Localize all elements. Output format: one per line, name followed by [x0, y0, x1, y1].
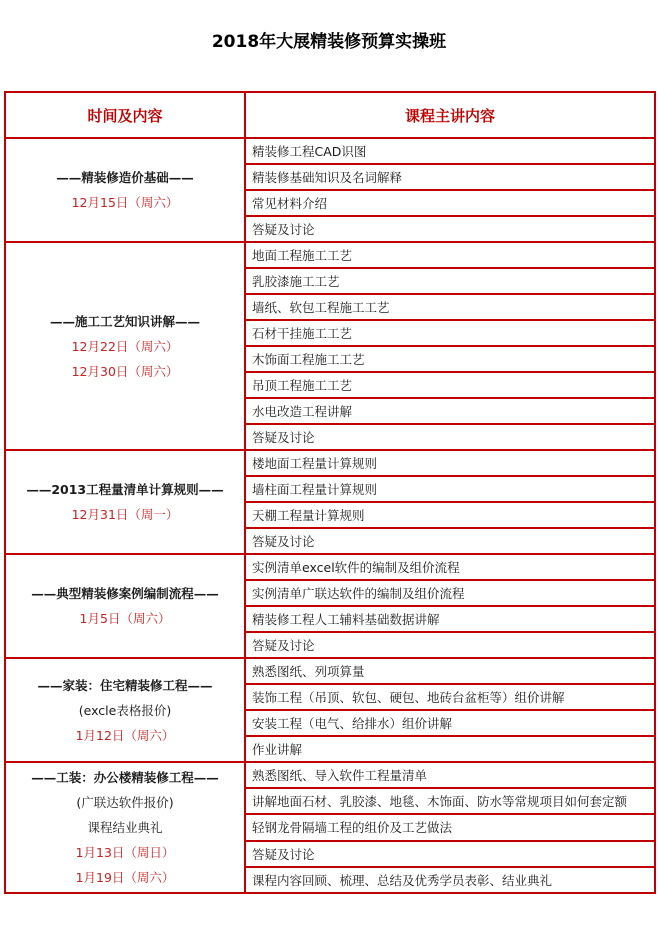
course-item: 答疑及讨论: [245, 528, 655, 554]
course-item: 石材干挂施工工艺: [245, 320, 655, 346]
section-date: 1月12日（周六）: [75, 727, 175, 743]
course-item: 轻钢龙骨隔墙工程的组价及工艺做法: [245, 814, 655, 840]
course-item: 地面工程施工工艺: [245, 242, 655, 268]
section-title-line: ——施工工艺知识讲解——: [49, 313, 200, 329]
section-date: 1月13日（周日）: [75, 845, 175, 860]
section-info-cell: [5, 554, 245, 658]
table-body: [5, 138, 655, 893]
section-title-line: ——精装修造价基础——: [56, 170, 194, 185]
section-date: 1月19日（周六）: [75, 870, 175, 885]
course-item: 墙纸、软包工程施工工艺: [245, 294, 655, 320]
course-item: 答疑及讨论: [245, 632, 655, 658]
course-item: 精装修基础知识及名词解释: [245, 164, 655, 190]
section-title-line: ——典型精装修案例编制流程——: [31, 586, 219, 601]
section-info-cell: [5, 138, 245, 242]
course-item: 答疑及讨论: [245, 216, 655, 242]
section-info-cell: [5, 658, 245, 762]
section-title-line: ——家装：住宅精装修工程——: [37, 677, 213, 693]
course-item: 安装工程（电气、给排水）组价讲解: [245, 710, 655, 736]
schedule-table: [4, 91, 656, 894]
course-item: 精装修工程人工辅料基础数据讲解: [245, 606, 655, 632]
section-date: 12月15日（周六）: [71, 195, 179, 210]
course-item: 墙柱面工程量计算规则: [245, 476, 655, 502]
section-date: 12月30日（周六）: [71, 363, 179, 379]
course-item: 实例清单excel软件的编制及组价流程: [245, 554, 655, 580]
section-title-line: 课程结业典礼: [87, 820, 163, 835]
section-date: 12月31日（周一）: [71, 507, 179, 522]
course-row: [5, 658, 655, 684]
course-item: 课程内容回顾、梳理、总结及优秀学员表彰、结业典礼: [245, 867, 655, 893]
section-info-cell: [5, 450, 245, 554]
course-item: 乳胶漆施工工艺: [245, 268, 655, 294]
course-item: 装饰工程（吊顶、软包、硬包、地砖台盆柜等）组价讲解: [245, 684, 655, 710]
section-date: 1月5日（周六）: [79, 611, 171, 626]
course-item: 精装修工程CAD识图: [245, 138, 655, 164]
course-row: [5, 554, 655, 580]
course-item: 吊顶工程施工工艺: [245, 372, 655, 398]
section-info-cell: [5, 762, 245, 893]
section-date: 12月22日（周六）: [71, 338, 179, 354]
course-row: [5, 242, 655, 268]
section-title-line: (广联达软件报价): [76, 795, 174, 810]
course-item: 讲解地面石材、乳胶漆、地毯、木饰面、防水等常规项目如何套定额: [245, 788, 655, 814]
course-row: [5, 138, 655, 164]
section-title-line: ——2013工程量清单计算规则——: [26, 482, 224, 497]
section-title-line: ——工装：办公楼精装修工程——: [31, 770, 219, 785]
course-item: 熟悉图纸、导入软件工程量清单: [245, 762, 655, 788]
course-item: 熟悉图纸、列项算量: [245, 658, 655, 684]
course-item: 楼地面工程量计算规则: [245, 450, 655, 476]
section-title-line: (excle表格报价): [78, 702, 172, 718]
column-header-topics: 课程主讲内容: [245, 92, 655, 138]
course-item: 天棚工程量计算规则: [245, 502, 655, 528]
course-row: [5, 762, 655, 788]
course-item: 答疑及讨论: [245, 841, 655, 867]
course-item: 实例清单广联达软件的编制及组价流程: [245, 580, 655, 606]
course-item: 作业讲解: [245, 736, 655, 762]
course-item: 答疑及讨论: [245, 424, 655, 450]
page: [0, 30, 658, 894]
section-info-cell: [5, 242, 245, 450]
course-item: 水电改造工程讲解: [245, 398, 655, 424]
course-item: 常见材料介绍: [245, 190, 655, 216]
header-row: [5, 92, 655, 138]
page-title: 2018年大展精装修预算实操班: [211, 32, 447, 52]
column-header-time: 时间及内容: [5, 92, 245, 138]
course-item: 木饰面工程施工工艺: [245, 346, 655, 372]
course-row: [5, 450, 655, 476]
